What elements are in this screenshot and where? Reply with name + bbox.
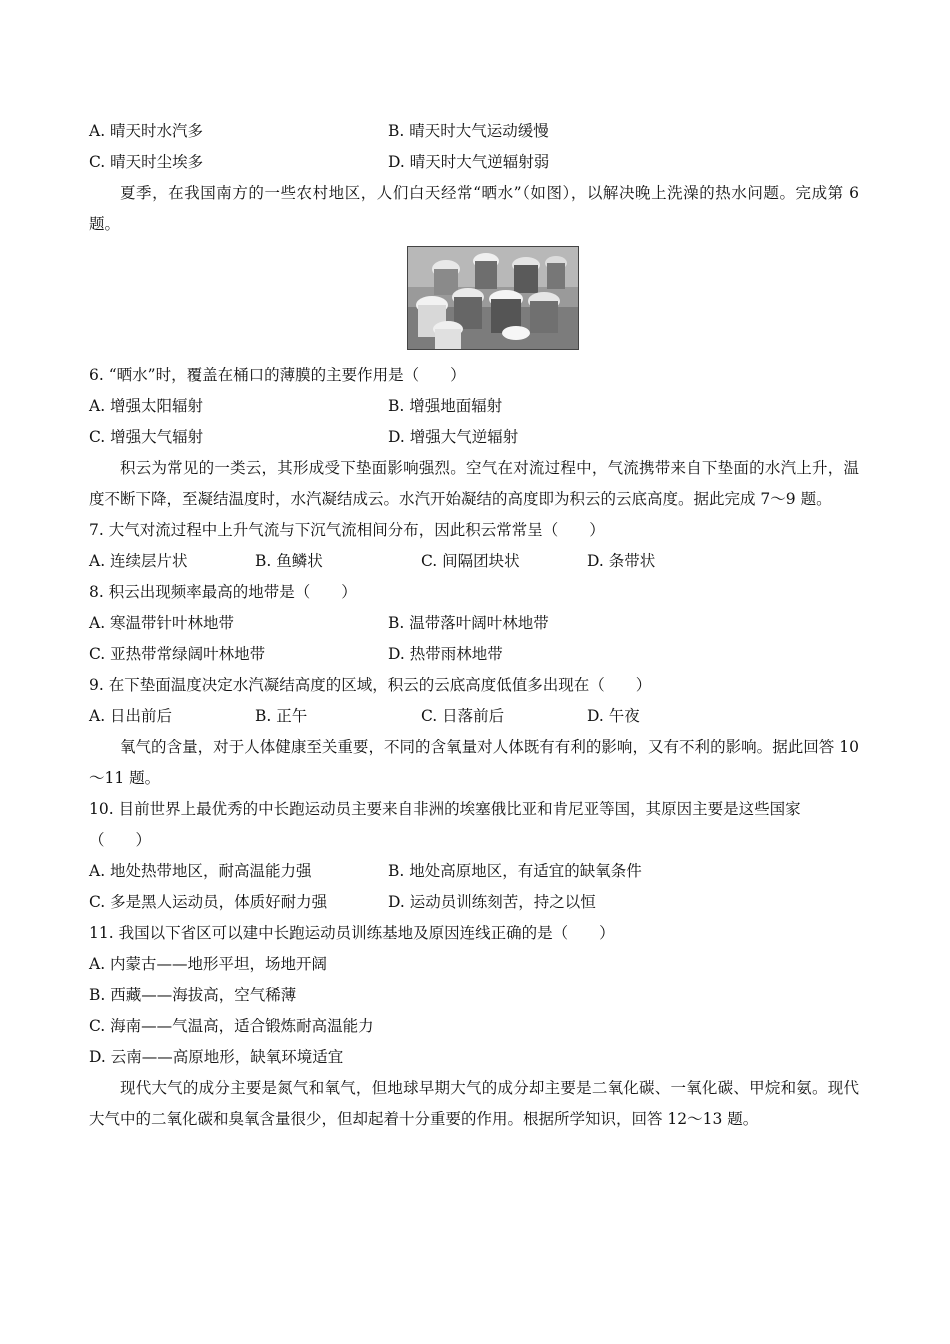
q8-option-a[interactable]: A. 寒温带针叶林地带 [89, 614, 235, 632]
q5-options-row-2 [89, 147, 859, 178]
q10-option-b[interactable]: B. 地处高原地区，有适宜的缺氧条件 [388, 862, 642, 880]
q10-option-a[interactable]: A. 地处热带地区，耐高温能力强 [89, 862, 312, 880]
q5-option-d[interactable]: D. 晴天时大气逆辐射弱 [388, 153, 550, 171]
sun-drying-water-photo [407, 246, 579, 350]
q6-option-a[interactable]: A. 增强太阳辐射 [89, 397, 204, 415]
intro-questions-10-11: 氧气的含量，对于人体健康至关重要，不同的含氧量对人体既有有利的影响，又有不利的影响。据此回答 10～11 题。 [89, 738, 859, 787]
q8-option-b[interactable]: B. 温带落叶阔叶林地带 [388, 614, 549, 632]
buckets-illustration [408, 247, 578, 349]
intro-questions-12-13: 现代大气的成分主要是氮气和氧气，但地球早期大气的成分却主要是二氧化碳、一氧化碳、甲烷和氨。现代大气中的二氧化碳和臭氧含量很少，但却起着十分重要的作用。根据所学知识，回答 12～13 题。 [89, 1079, 859, 1128]
q6-option-b[interactable]: B. 增强地面辐射 [388, 397, 503, 415]
q10-stem: 10. 目前世界上最优秀的中长跑运动员主要来自非洲的埃塞俄比亚和肯尼亚等国，其原因主要是这些国家 [89, 800, 801, 818]
q11-option-c[interactable]: C. 海南——气温高，适合锻炼耐高温能力 [89, 1017, 374, 1035]
q5-options-row-1 [89, 116, 859, 147]
q10-options-row-1 [89, 856, 859, 887]
q8-option-c[interactable]: C. 亚热带常绿阔叶林地带 [89, 645, 266, 663]
q7-stem: 7. 大气对流过程中上升气流与下沉气流相间分布，因此积云常常呈（ ） [89, 521, 605, 539]
q8-options-row-2 [89, 639, 859, 670]
q9-option-c[interactable]: C. 日落前后 [421, 707, 505, 725]
q11-option-b[interactable]: B. 西藏——海拔高，空气稀薄 [89, 986, 297, 1004]
q7-option-c[interactable]: C. 间隔团块状 [421, 552, 520, 570]
intro-question-6: 夏季，在我国南方的一些农村地区，人们白天经常“晒水”（如图），以解决晚上洗澡的热水问题。完成第 6 题。 [89, 184, 859, 233]
q10-options-row-2 [89, 887, 859, 918]
q5-option-a[interactable]: A. 晴天时水汽多 [89, 122, 204, 140]
q5-option-c[interactable]: C. 晴天时尘埃多 [89, 153, 204, 171]
q10-answer-blank: （ ） [89, 831, 152, 849]
q9-option-b[interactable]: B. 正午 [255, 707, 308, 725]
exam-page [89, 116, 859, 1135]
q6-stem: 6. “晒水”时，覆盖在桶口的薄膜的主要作用是（ ） [89, 366, 466, 384]
q9-option-a[interactable]: A. 日出前后 [89, 707, 173, 725]
q7-options-row [89, 546, 859, 577]
q9-stem: 9. 在下垫面温度决定水汽凝结高度的区域，积云的云底高度低值多出现在（ ） [89, 676, 652, 694]
intro-questions-7-9: 积云为常见的一类云，其形成受下垫面影响强烈。空气在对流过程中，气流携带来自下垫面的水汽上升，温度不断下降，至凝结温度时，水汽凝结成云。水汽开始凝结的高度即为积云的云底高度。据此完成 7～9 题。 [89, 459, 859, 508]
q9-option-d[interactable]: D. 午夜 [587, 707, 640, 725]
q7-option-b[interactable]: B. 鱼鳞状 [255, 552, 323, 570]
q10-option-c[interactable]: C. 多是黑人运动员，体质好耐力强 [89, 893, 328, 911]
q11-option-d[interactable]: D. 云南——高原地形，缺氧环境适宜 [89, 1048, 344, 1066]
q10-option-d[interactable]: D. 运动员训练刻苦，持之以恒 [388, 893, 596, 911]
q8-options-row-1 [89, 608, 859, 639]
q6-option-c[interactable]: C. 增强大气辐射 [89, 428, 204, 446]
q6-options-row-2 [89, 422, 859, 453]
q8-stem: 8. 积云出现频率最高的地带是（ ） [89, 583, 357, 601]
q11-option-a[interactable]: A. 内蒙古——地形平坦，场地开阔 [89, 955, 328, 973]
q9-options-row [89, 701, 859, 732]
q6-options-row-1 [89, 391, 859, 422]
q5-option-b[interactable]: B. 晴天时大气运动缓慢 [388, 122, 549, 140]
q11-stem: 11. 我国以下省区可以建中长跑运动员训练基地及原因连线正确的是（ ） [89, 924, 615, 942]
q8-option-d[interactable]: D. 热带雨林地带 [388, 645, 503, 663]
q7-option-a[interactable]: A. 连续层片状 [89, 552, 188, 570]
q6-option-d[interactable]: D. 增强大气逆辐射 [388, 428, 519, 446]
q7-option-d[interactable]: D. 条带状 [587, 552, 656, 570]
